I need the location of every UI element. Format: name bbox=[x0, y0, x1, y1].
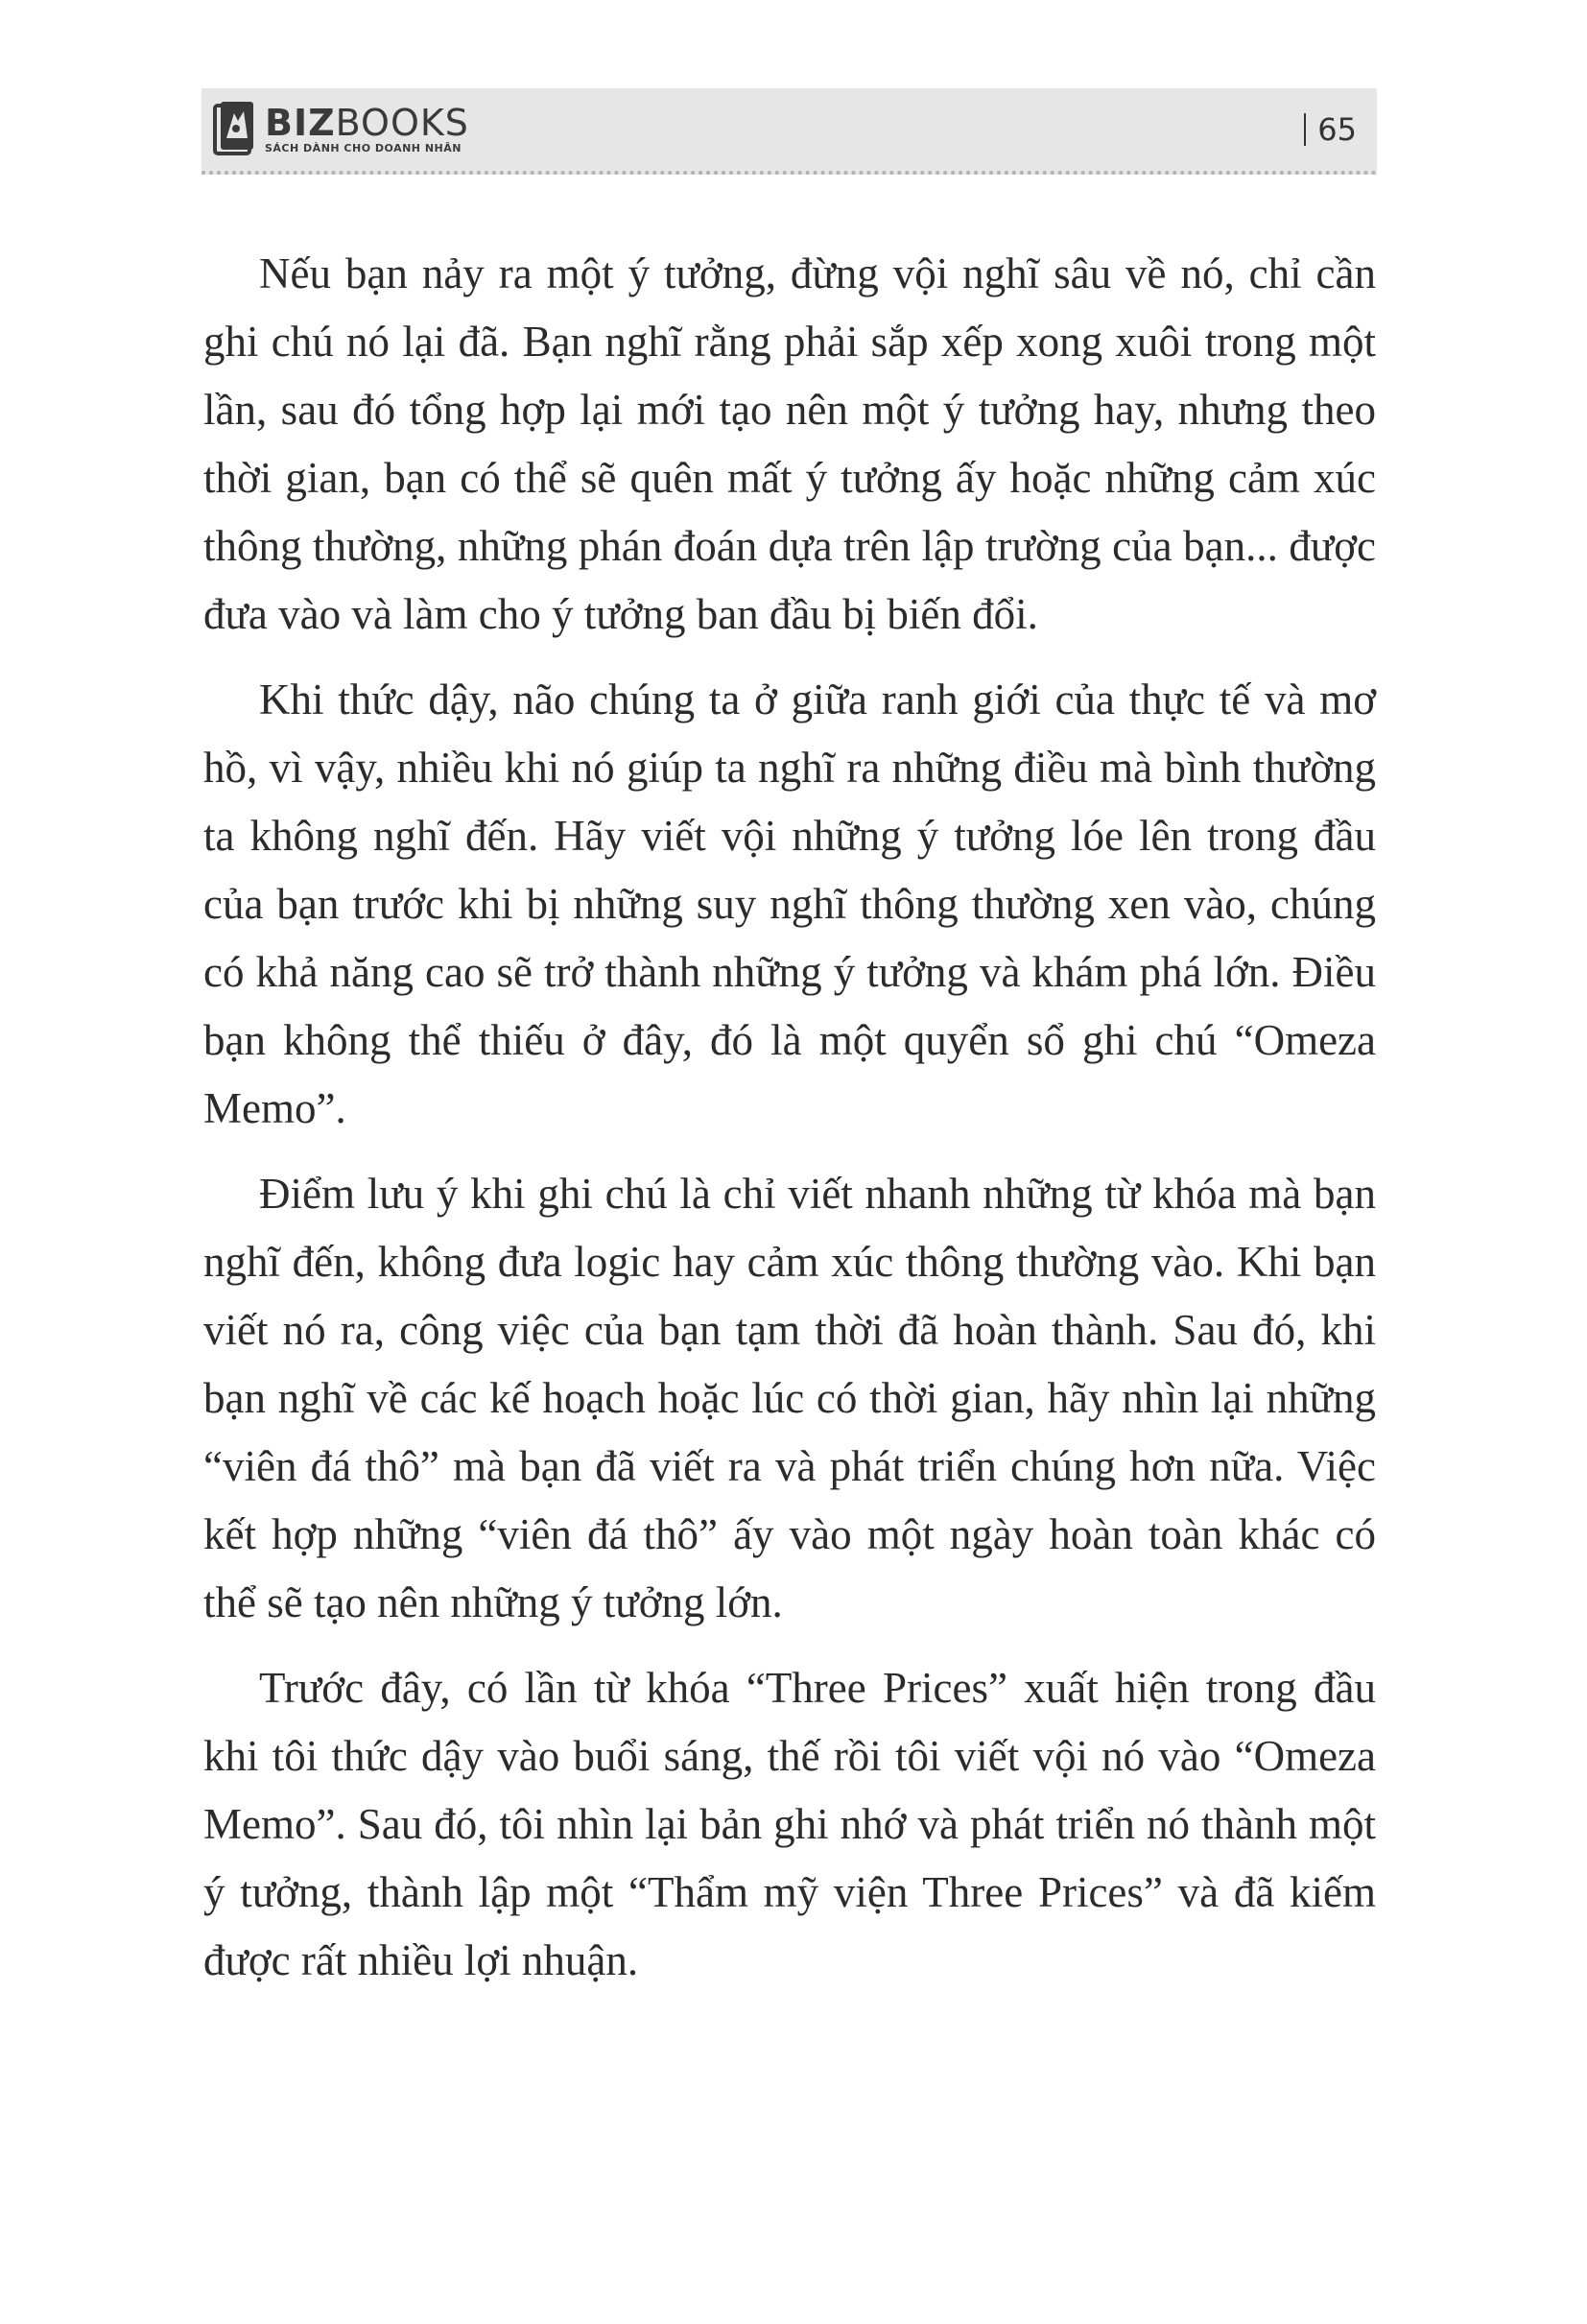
brand-tagline: SÁCH DÀNH CHO DOANH NHÂN bbox=[265, 142, 462, 154]
brand-bold: BIZ bbox=[265, 102, 336, 144]
bizbooks-logo-icon bbox=[213, 100, 255, 159]
brand-light: BOOKS bbox=[335, 102, 469, 144]
paragraph: Khi thức dậy, não chúng ta ở giữa ranh giới của thực tế và mơ hồ, vì vậy, nhiều khi nó giúp ta nghĩ ra những điều mà bình thường ta không nghĩ đến. Hãy viết vội những ý tưởng lóe lên trong đầu của bạn trước khi bị những suy nghĩ thông thường xen vào, chúng có khả năng cao sẽ trở thành những ý tưởng và khám phá lớn. Điều bạn không thể thiếu ở đây, đó là một quyển sổ ghi chú “Omeza Memo”. bbox=[203, 676, 1376, 1132]
page-number-value: 65 bbox=[1317, 111, 1357, 148]
paragraph: Trước đây, có lần từ khóa “Three Prices” xuất hiện trong đầu khi tôi thức dậy vào buổi sáng, thế rồi tôi viết vội nó vào “Omeza Memo”. Sau đó, tôi nhìn lại bản ghi nhớ và phát triển nó thành một ý tưởng, thành lập một “Thẩm mỹ viện Three Prices” và đã kiếm được rất nhiều lợi nhuận. bbox=[203, 1664, 1376, 1984]
paragraph: Nếu bạn nảy ra một ý tưởng, đừng vội nghĩ sâu về nó, chỉ cần ghi chú nó lại đã. Bạn nghĩ rằng phải sắp xếp xong xuôi trong một lần, sau đó tổng hợp lại mới tạo nên một ý tưởng hay, nhưng theo thời gian, bạn có thể sẽ quên mất ý tưởng ấy hoặc những cảm xúc thông thường, những phán đoán dựa trên lập trường của bạn... được đưa vào và làm cho ý tưởng ban đầu bị biến đổi. bbox=[203, 249, 1376, 638]
brand-name bbox=[265, 104, 469, 142]
page-number bbox=[1304, 111, 1357, 148]
page-number-divider bbox=[1304, 113, 1306, 146]
paragraph: Điểm lưu ý khi ghi chú là chỉ viết nhanh những từ khóa mà bạn nghĩ đến, không đưa logic hay cảm xúc thông thường vào. Khi bạn viết nó ra, công việc của bạn tạm thời đã hoàn thành. Sau đó, khi bạn nghĩ về các kế hoạch hoặc lúc có thời gian, hãy nhìn lại những “viên đá thô” mà bạn đã viết ra và phát triển chúng hơn nữa. Việc kết hợp những “viên đá thô” ấy vào một ngày hoàn toàn khác có thể sẽ tạo nên những ý tưởng lớn. bbox=[203, 1170, 1376, 1626]
publisher-logo bbox=[213, 96, 469, 163]
body-text bbox=[203, 240, 1376, 2012]
